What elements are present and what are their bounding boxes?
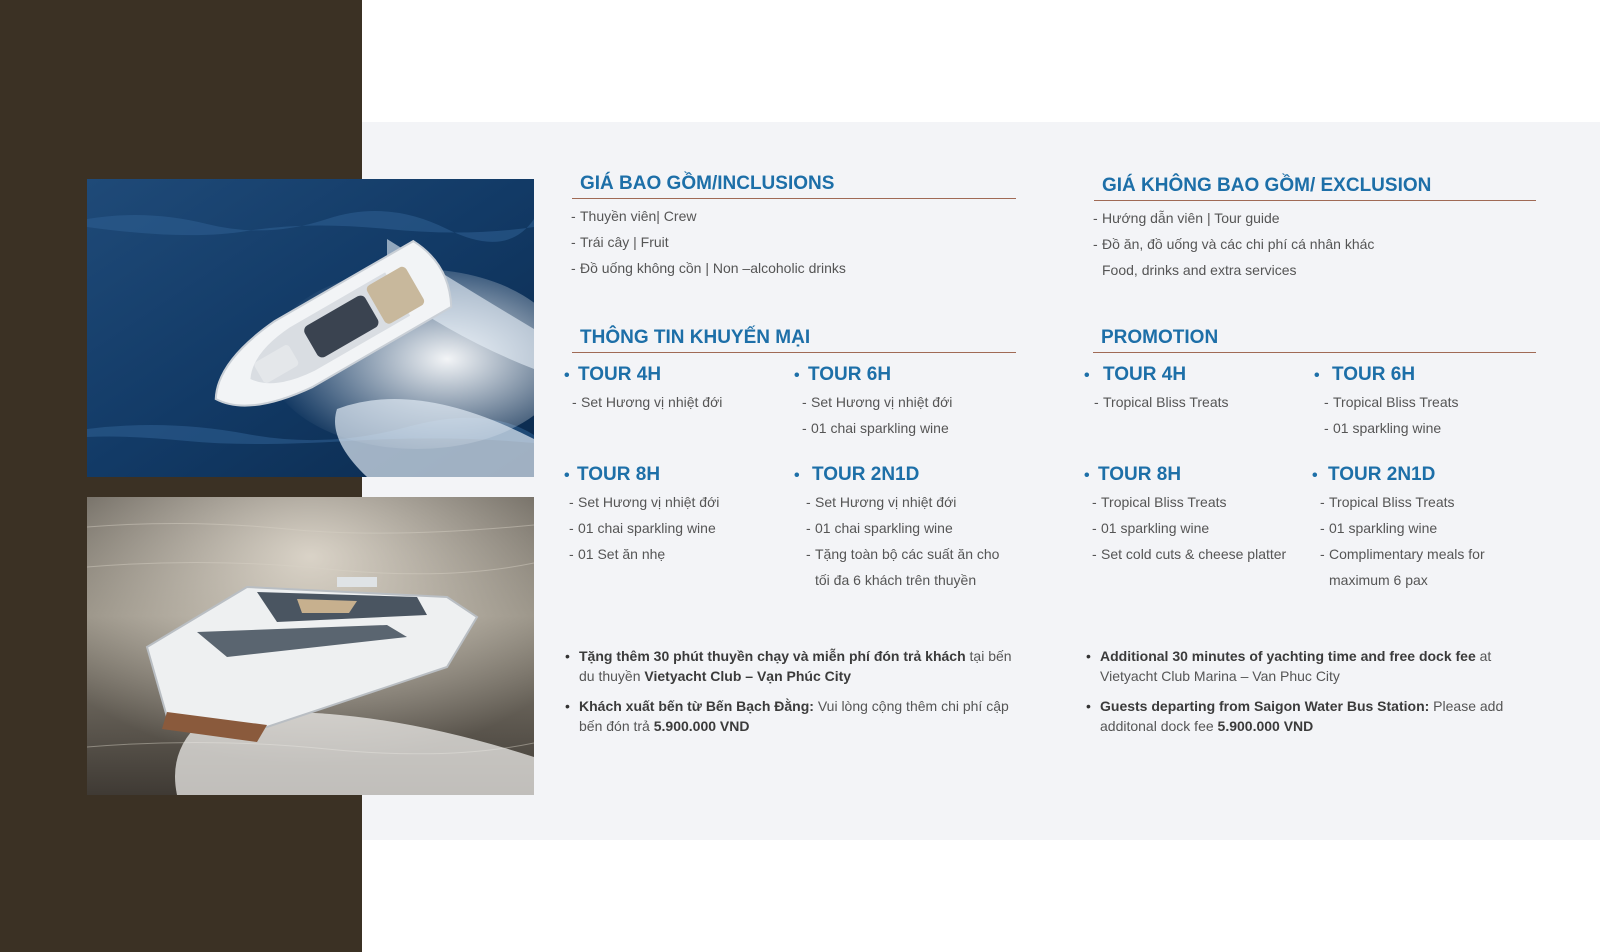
bullet-icon: • xyxy=(1086,698,1091,714)
promo-note: • Guests departing from Saigon Water Bus Station: Please add additonal dock fee 5.900.000 VND xyxy=(1086,698,1504,734)
promo-en-section xyxy=(1093,326,1536,353)
tour-title: • TOUR 8H xyxy=(564,462,719,489)
promo-vi-title: THÔNG TIN KHUYẾN MẠI xyxy=(572,326,1016,353)
bullet-icon: • xyxy=(794,467,800,484)
promo-vi-tour-8h xyxy=(564,462,719,567)
tour-item: - 01 chai sparkling wine xyxy=(802,420,949,436)
inclusion-item: - Đồ uống không cồn | Non –alcoholic drinks xyxy=(571,260,846,276)
bullet-icon: • xyxy=(1084,467,1090,484)
tour-title: • TOUR 2N1D xyxy=(1312,462,1485,489)
tour-title: • TOUR 8H xyxy=(1084,462,1286,489)
bullet-icon: • xyxy=(565,648,570,664)
tour-item: - Tropical Bliss Treats xyxy=(1320,494,1455,510)
tour-item: - 01 Set ăn nhẹ xyxy=(569,546,666,562)
bullet-icon: • xyxy=(1314,367,1320,384)
promo-vi-section xyxy=(572,326,1016,353)
tour-item: - Tropical Bliss Treats xyxy=(1324,394,1459,410)
yacht-photo-aerial xyxy=(87,179,534,477)
tour-item: - Complimentary meals for xyxy=(1320,546,1485,562)
promo-vi-tour-6h xyxy=(794,362,952,441)
tour-item: - 01 sparkling wine xyxy=(1324,420,1442,436)
tour-item: - Set Hương vị nhiệt đới xyxy=(572,394,723,410)
promo-note: • Additional 30 minutes of yachting time and free dock fee at Vietyacht Club Marina – Van Phuc City xyxy=(1086,648,1492,684)
tour-item: - 01 sparkling wine xyxy=(1092,520,1210,536)
bullet-icon: • xyxy=(564,367,570,384)
tour-item: - 01 chai sparkling wine xyxy=(806,520,953,536)
promo-en-tour-8h xyxy=(1084,462,1286,567)
exclusion-item: - Hướng dẫn viên | Tour guide xyxy=(1093,210,1280,226)
exclusions-section xyxy=(1094,174,1536,283)
exclusions-title: GIÁ KHÔNG BAO GỒM/ EXCLUSION xyxy=(1094,174,1536,201)
tour-title: • TOUR 4H xyxy=(1084,362,1229,389)
tour-item: - Tropical Bliss Treats xyxy=(1094,394,1229,410)
bullet-icon: • xyxy=(1084,367,1090,384)
yacht-side-image xyxy=(87,497,534,795)
tour-item: - Tropical Bliss Treats xyxy=(1092,494,1227,510)
promo-en-title: PROMOTION xyxy=(1093,326,1536,353)
tour-title: • TOUR 2N1D xyxy=(794,462,999,489)
bullet-icon: • xyxy=(1086,648,1091,664)
promo-en-tour-6h xyxy=(1314,362,1459,441)
promo-en-tour-2n1d xyxy=(1312,462,1485,593)
promo-vi-tour-2n1d xyxy=(794,462,999,593)
tour-item: maximum 6 pax xyxy=(1329,572,1428,588)
inclusion-item: - Trái cây | Fruit xyxy=(571,234,669,250)
tour-item: - Set cold cuts & cheese platter xyxy=(1092,546,1287,562)
promo-en-tour-4h xyxy=(1084,362,1229,415)
inclusions-title: GIÁ BAO GỒM/INCLUSIONS xyxy=(572,172,1016,199)
tour-item: - Tặng toàn bộ các suất ăn cho xyxy=(806,546,1000,562)
bullet-icon: • xyxy=(565,698,570,714)
exclusion-item: - Đồ ăn, đồ uống và các chi phí cá nhân khác xyxy=(1093,236,1375,252)
promo-vi-notes xyxy=(565,646,1015,746)
tour-title: • TOUR 4H xyxy=(564,362,722,389)
bullet-icon: • xyxy=(794,367,800,384)
tour-item: - Set Hương vị nhiệt đới xyxy=(569,494,720,510)
bullet-icon: • xyxy=(564,467,570,484)
yacht-aerial-image xyxy=(87,179,534,477)
promo-en-notes xyxy=(1086,646,1536,746)
tour-item: - Set Hương vị nhiệt đới xyxy=(802,394,953,410)
promo-note: • Khách xuất bến từ Bến Bạch Đằng: Vui lòng cộng thêm chi phí cập bến đón trả 5.900.000 VND xyxy=(565,698,1009,734)
inclusion-item: - Thuyền viên| Crew xyxy=(571,208,697,224)
tour-item: - 01 sparkling wine xyxy=(1320,520,1438,536)
tour-item: tối đa 6 khách trên thuyền xyxy=(815,572,977,588)
yacht-photo-side xyxy=(87,497,534,795)
promo-note: • Tặng thêm 30 phút thuyền chạy và miễn phí đón trả khách tại bến du thuyền Vietyacht Club – Vạn Phúc City xyxy=(565,648,1012,684)
tour-item: - 01 chai sparkling wine xyxy=(569,520,716,536)
inclusions-section xyxy=(572,172,1016,281)
tour-title: • TOUR 6H xyxy=(1314,362,1459,389)
tour-title: • TOUR 6H xyxy=(794,362,952,389)
tour-item: - Set Hương vị nhiệt đới xyxy=(806,494,957,510)
bullet-icon: • xyxy=(1312,467,1318,484)
exclusion-item: Food, drinks and extra services xyxy=(1102,262,1297,278)
promo-vi-tour-4h xyxy=(564,362,722,415)
